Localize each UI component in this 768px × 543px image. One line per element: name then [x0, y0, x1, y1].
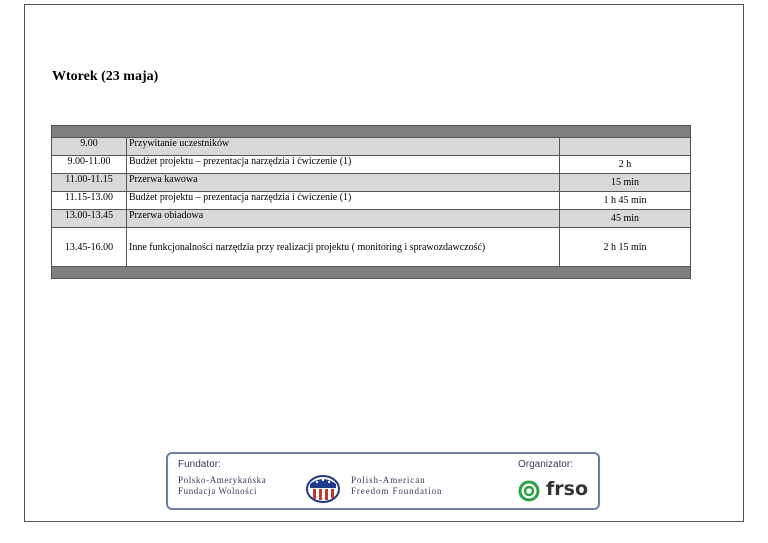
time-cell: 9.00-11.00 — [52, 156, 127, 174]
foundation-seal-icon — [304, 472, 342, 504]
polish-foundation-name — [178, 475, 266, 497]
duration-cell: 45 min — [560, 210, 691, 228]
table-row — [52, 174, 691, 192]
table-row — [52, 210, 691, 228]
topic-cell: Budżet projektu – prezentacja narzędzia i ćwiczenie (1) — [127, 192, 560, 210]
duration-cell: 15 min — [560, 174, 691, 192]
fundator-label: Fundator: — [178, 459, 221, 470]
english-name-line-1: Polish-American — [351, 475, 426, 485]
english-name-line-2: Freedom Foundation — [351, 486, 443, 496]
topic-cell: Przywitanie uczestników — [127, 138, 560, 156]
time-cell: 9.00 — [52, 138, 127, 156]
day-title: Wtorek (23 maja) — [52, 69, 159, 84]
time-cell: 13.45-16.00 — [52, 228, 127, 267]
table-row — [52, 156, 691, 174]
table-header-bar — [52, 126, 691, 138]
english-foundation-name — [351, 475, 442, 497]
topic-cell: Inne funkcjonalności narzędzia przy realizacji projektu ( monitoring i sprawozdawczość) — [127, 228, 560, 267]
duration-cell — [560, 138, 691, 156]
table-row — [52, 228, 691, 267]
table-row — [52, 138, 691, 156]
duration-cell: 2 h 15 min — [560, 228, 691, 267]
topic-cell: Przerwa obiadowa — [127, 210, 560, 228]
frso-logo-text: frso — [546, 478, 588, 500]
duration-cell: 1 h 45 min — [560, 192, 691, 210]
time-cell: 11.15-13.00 — [52, 192, 127, 210]
time-cell: 13.00-13.45 — [52, 210, 127, 228]
duration-cell: 2 h — [560, 156, 691, 174]
topic-cell: Budżet projektu – prezentacja narzędzia i ćwiczenie (1) — [127, 156, 560, 174]
table-row — [52, 192, 691, 210]
table-footer-bar — [52, 267, 691, 279]
topic-cell: Przerwa kawowa — [127, 174, 560, 192]
sponsor-footer — [166, 452, 600, 510]
schedule-table — [51, 125, 691, 279]
time-cell: 11.00-11.15 — [52, 174, 127, 192]
organizator-label: Organizator: — [518, 459, 574, 470]
polish-name-line-1: Polsko-Amerykańska — [178, 475, 267, 485]
polish-name-line-2: Fundacja Wolności — [178, 486, 258, 496]
